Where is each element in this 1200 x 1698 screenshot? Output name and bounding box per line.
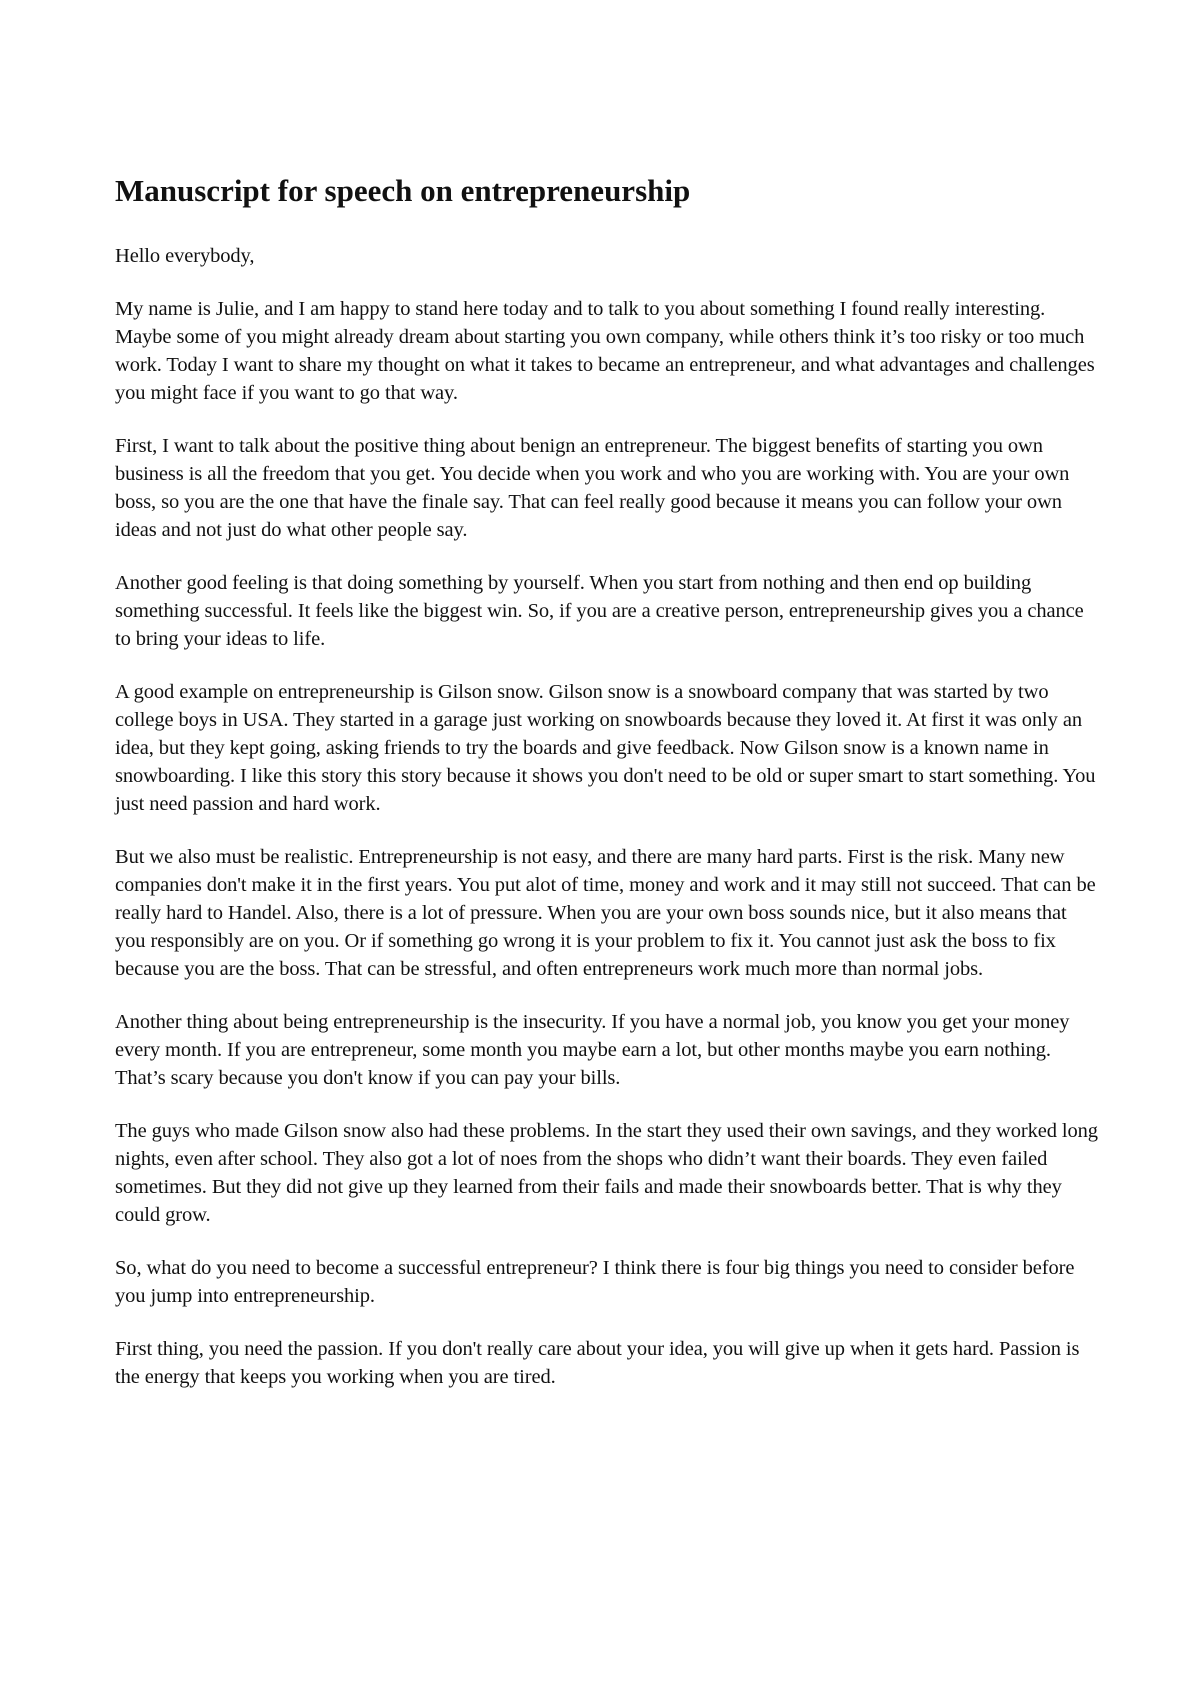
paragraph-benefits: First, I want to talk about the positive thing about benign an entrepreneur. The biggest benefits of starting you own business is all the freedom that you get. You decide when you work and who you are working with. You are your own boss, so you are the one that have the finale say. That can feel really good because it means you can follow your own ideas and not just do what other people say.	[115, 435, 1070, 542]
document-page	[115, 172, 1100, 1416]
paragraph-gilson-problems: The guys who made Gilson snow also had these problems. In the start they used their own savings, and they worked long nights, even after school. They also got a lot of noes from the shops who didn’t want their boards. They even failed sometimes. But they did not give up they learned from their fails and made their snowboards better. That is why they could grow.	[115, 1120, 1098, 1227]
paragraph-greeting: Hello everybody,	[115, 245, 255, 268]
paragraph-creativity: Another good feeling is that doing something by yourself. When you start from nothing and then end op building something successful. It feels like the biggest win. So, if you are a creative person, entrepreneurship gives you a chance to bring your ideas to life.	[115, 572, 1084, 651]
document-title: Manuscript for speech on entrepreneurship	[115, 173, 691, 208]
paragraph-requirements: So, what do you need to become a successful entrepreneur? I think there is four big things you need to consider before you jump into entrepreneurship.	[115, 1257, 1075, 1308]
paragraph-introduction: My name is Julie, and I am happy to stand here today and to talk to you about something I found really interesting. Maybe some of you might already dream about starting you own company, while others think it’s too risky or too much work. Today I want to share my thought on what it takes to became an entrepreneur, and what advantages and challenges you might face if you want to go that way.	[115, 298, 1095, 405]
paragraph-insecurity: Another thing about being entrepreneurship is the insecurity. If you have a normal job, you know you get your money every month. If you are entrepreneur, some month you maybe earn a lot, but other months maybe you earn nothing. That’s scary because you don't know if you can pay your bills.	[115, 1011, 1070, 1090]
paragraph-gilson-example: A good example on entrepreneurship is Gilson snow. Gilson snow is a snowboard company that was started by two college boys in USA. They started in a garage just working on snowboards because they loved it. At first it was only an idea, but they kept going, asking friends to try the boards and give feedback. Now Gilson snow is a known name in snowboarding. I like this story this story because it shows you don't need to be old or super smart to start something. You just need passion and hard work.	[115, 681, 1096, 816]
paragraph-risks: But we also must be realistic. Entrepreneurship is not easy, and there are many hard parts. First is the risk. Many new companies don't make it in the first years. You put alot of time, money and work and it may still not succeed. That can be really hard to Handel. Also, there is a lot of pressure. When you are your own boss sounds nice, but it also means that you responsibly are on you. Or if something go wrong it is your problem to fix it. You cannot just ask the boss to fix because you are the boss. That can be stressful, and often entrepreneurs work much more than normal jobs.	[115, 846, 1096, 981]
paragraph-passion: First thing, you need the passion. If you don't really care about your idea, you will give up when it gets hard. Passion is the energy that keeps you working when you are tired.	[115, 1338, 1080, 1389]
